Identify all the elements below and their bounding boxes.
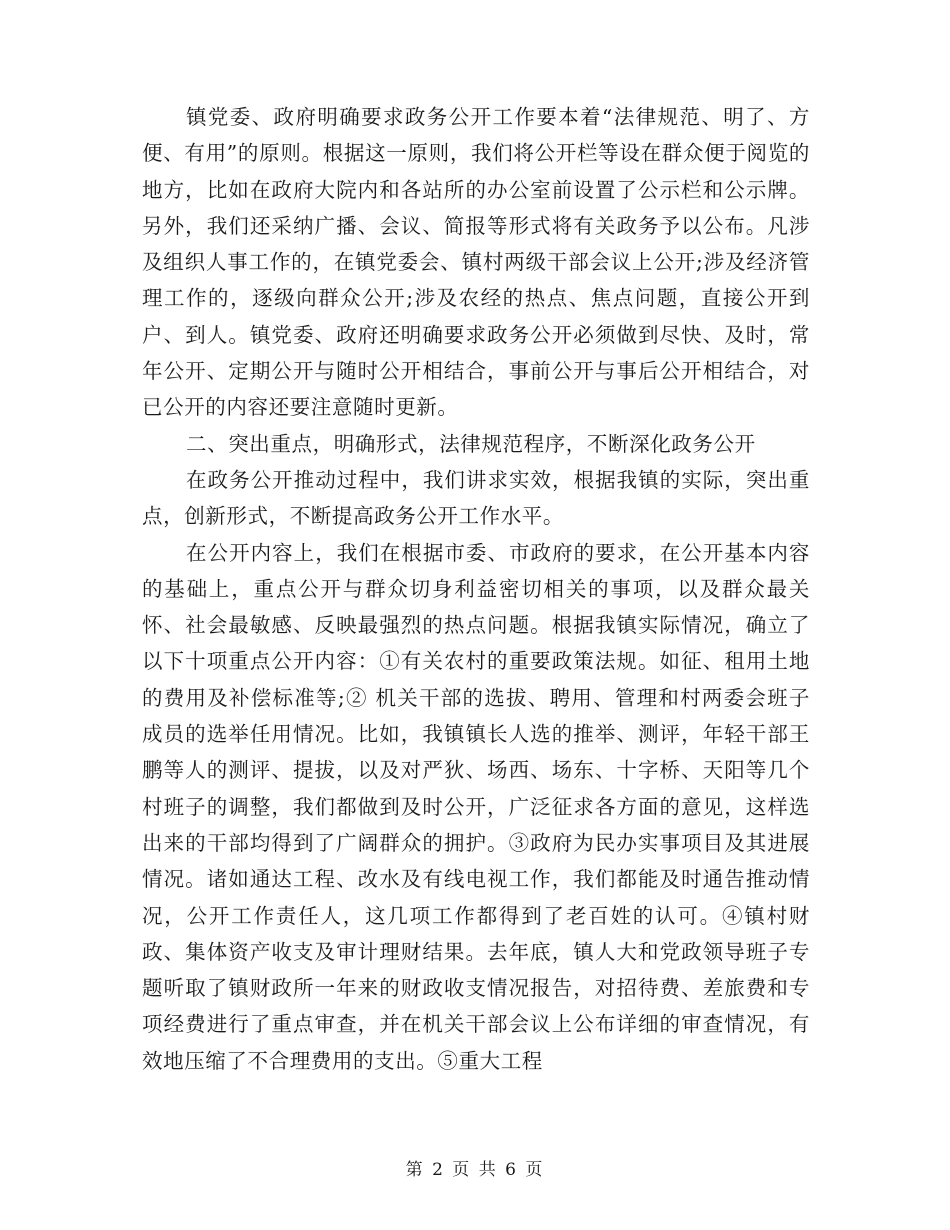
paragraph-content: 在公开内容上，我们在根据市委、市政府的要求，在公开基本内容的基础上，重点公开与群众切身利益密切相关的事项，以及群众最关怀、社会最敏感、反映最强烈的热点问题。根据我镇实际情况，确立了以下十项重点公开内容：①有关农村的重要政策法规。如征、租用土地的费用及补偿标准等;② 机关干部的选拔、聘用、管理和村两委会班子成员的选举任用情况。比如，我镇镇长人选的推举、测评，年轻干部王鹏等人的测评、提拔，以及对严狄、场西、场东、十字桥、天阳等几个村班子的调整，我们都做到及时公开，广泛征求各方面的意见，这样选出来的干部均得到了广阔群众的拥护。③政府为民办实事项目及其进展情况。诸如通达工程、改水及有线电视工作，我们都能及时通告推动情况，公开工作责任人，这几项工作都得到了老百姓的认可。④镇村财政、集体资产收支及审计理财结果。去年底，镇人大和党政领导班子专题听取了镇财政所一年来的财政收支情况报告，对招待费、差旅费和专项经费进行了重点审查，并在机关干部会议上公布详细的审查情况，有效地压缩了不合理费用的支出。⑤重大工程 <box>142 540 810 1073</box>
section-heading-2: 二、突出重点，明确形式，法律规范程序，不断深化政务公开 <box>186 431 756 456</box>
page-footer: 第 2 页 共 6 页 <box>405 1160 545 1180</box>
paragraph-principles: 镇党委、政府明确要求政务公开工作要本着“法律规范、明了、方便、有用”的原则。根据这一原则，我们将公开栏等设在群众便于阅览的地方，比如在政府大院内和各站所的办公室前设置了公示栏和公示牌。另外，我们还采纳广播、会议、简报等形式将有关政务予以公布。凡涉及组织人事工作的，在镇党委会、镇村两级干部会议上公开;涉及经济管理工作的，逐级向群众公开;涉及农经的热点、焦点问题，直接公开到户、到人。镇党委、政府还明确要求政务公开必须做到尽快、及时，常年公开、定期公开与随时公开相结合，事前公开与事后公开相结合，对已公开的内容还要注意随时更新。 <box>142 105 810 420</box>
document-body <box>142 99 810 1079</box>
paragraph-intro: 在政务公开推动过程中，我们讲求实效，根据我镇的实际，突出重点，创新形式，不断提高政务公开工作水平。 <box>142 467 810 529</box>
